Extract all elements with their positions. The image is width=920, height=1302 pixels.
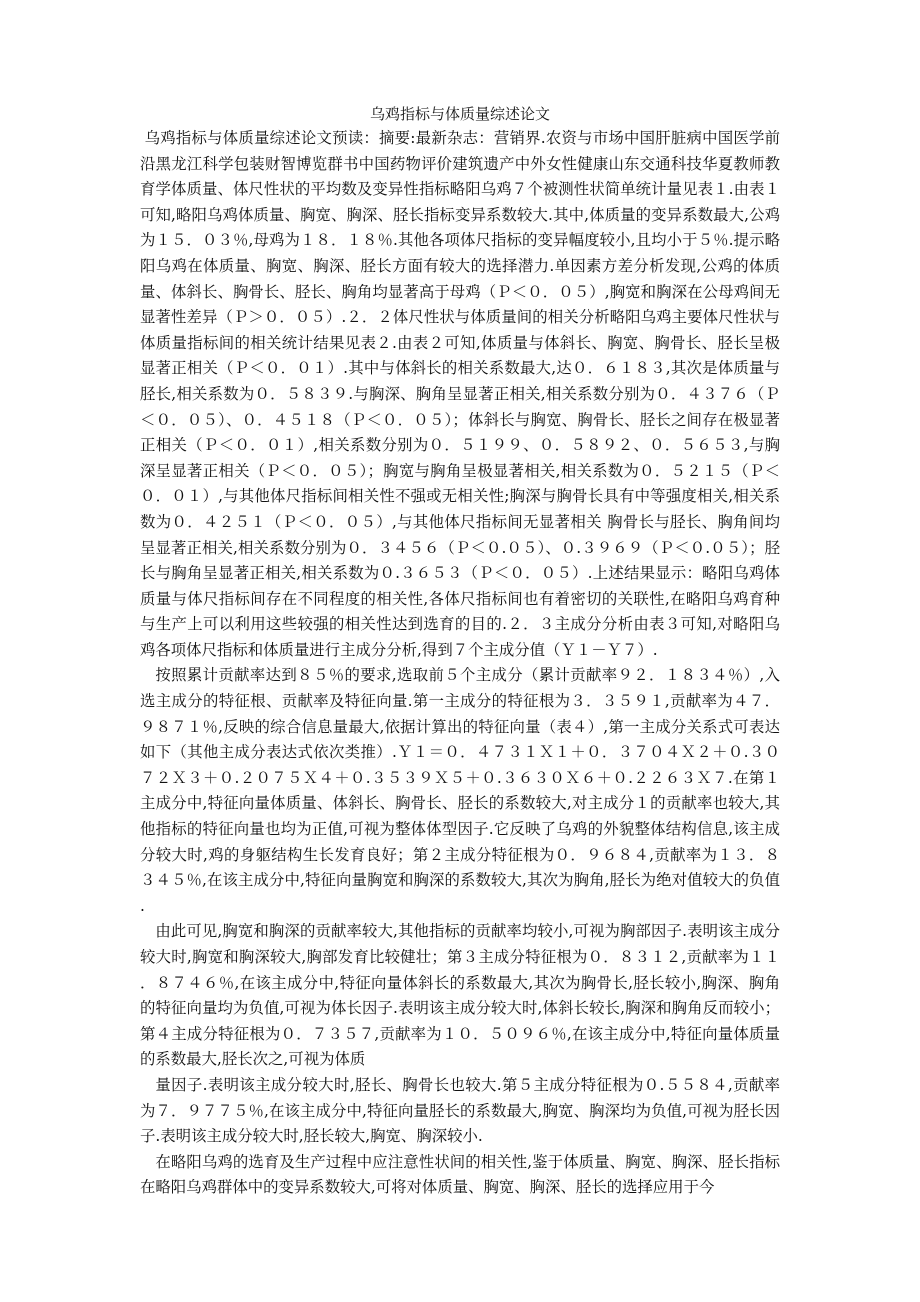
paragraph-2: 按照累计贡献率达到８５％的要求,选取前５个主成分（累计贡献率９２．１８３４％）,入选主成分的特征根、贡献率及特征向量.第一主成分的特征根为３．３５９１,贡献率为４７．９８７１％,反映的综合信息量最大,依据计算出的特征向量（表４）,第一主成分关系式可表达如下（其他主成分表达式依次类推）.Ｙ１＝０．４７３１Ｘ１＋０．３７０４Ｘ２＋０.３０７２Ｘ３＋０.２０７５Ｘ４＋０.３５３９Ｘ５＋０.３６３０Ｘ６＋０.２２６３Ｘ７.在第１主成分中,特征向量体质量、体斜长、胸骨长、胫长的系数较大,对主成分１的贡献率也较大,其他指标的特征向量也均为正值,可视为整体体型因子.它反映了乌鸡的外貌整体结构信息,该主成分较大时,鸡的身躯结构生长发育良好；第２主成分特征根为０．９６８４,贡献率为１３．８３４５％,在该主成分中,特征向量胸宽和胸深的系数较大,其次为胸角,胫长为绝对值较大的负值.: [140, 666, 780, 915]
paragraph-4: 量因子.表明该主成分较大时,胫长、胸骨长也较大.第５主成分特征根为０.５５８４,贡献率为７．９７７５％,在该主成分中,特征向量胫长的系数最大,胸宽、胸深均为负值,可视为胫长因子.表明该主成分较大时,胫长较大,胸宽、胸深较小.: [140, 1075, 780, 1146]
paragraph-5: 在略阳乌鸡的选育及生产过程中应注意性状间的相关性,鉴于体质量、胸宽、胸深、胫长指标在略阳乌鸡群体中的变异系数较大,可将对体质量、胸宽、胸深、胫长的选择应用于今: [140, 1152, 780, 1197]
paragraph-1: 乌鸡指标与体质量综述论文预读：摘要:最新杂志：营销界.农资与市场中国肝脏病中国医学前沿黑龙江科学包装财智博览群书中国药物评价建筑遗产中外女性健康山东交通科技华夏教师教育学体质量、体尺性状的平均数及变异性指标略阳乌鸡７个被测性状简单统计量见表１.由表１可知,略阳乌鸡体质量、胸宽、胸深、胫长指标变异系数较大.其中,体质量的变异系数最大,公鸡为１５．０３％,母鸡为１８．１８％.其他各项体尺指标的变异幅度较小,且均小于５％.提示略阳乌鸡在体质量、胸宽、胸深、胫长方面有较大的选择潜力.单因素方差分析发现,公鸡的体质量、体斜长、胸骨长、胫长、胸角均显著高于母鸡（Ｐ＜０．０５）,胸宽和胸深在公母鸡间无显著性差异（Ｐ＞０．０５）.２．２体尺性状与体质量间的相关分析略阳乌鸡主要体尺性状与体质量指标间的相关统计结果见表２.由表２可知,体质量与体斜长、胸宽、胸骨长、胫长呈极显著正相关（Ｐ＜０．０１）.其中与体斜长的相关系数最大,达０．６１８３,其次是体质量与胫长,相关系数为０．５８３９.与胸深、胸角呈显著正相关,相关系数分别为０．４３７６（Ｐ＜０．０５）、０．４５１８（Ｐ＜０．０５）；体斜长与胸宽、胸骨长、胫长之间存在极显著正相关（Ｐ＜０．０１）,相关系数分别为０．５１９９、０．５８９２、０．５６５３,与胸深呈显著正相关（Ｐ＜０．０５）；胸宽与胸角呈极显著相关,相关系数为０．５２１５（Ｐ＜０．０１）,与其他体尺指标间相关性不强或无相关性;胸深与胸骨长具有中等强度相关,相关系数为０．４２５１（Ｐ＜０．０５）,与其他体尺指标间无显著相关 胸骨长与胫长、胸角间均呈显著正相关,相关系数分别为０．３４５６（Ｐ＜０.０５）、０.３９６９（Ｐ＜０.０５）；胫长与胸角呈显著正相关,相关系数为０.３６５３（Ｐ＜０．０５）.上述结果显示：略阳乌鸡体质量与体尺指标间存在不同程度的相关性,各体尺指标间也有着密切的关联性,在略阳乌鸡育种与生产上可以利用这些较强的相关性达到选育的目的.２．３主成分分析由表３可知,对略阳乌鸡各项体尺指标和体质量进行主成分分析,得到７个主成分值（Ｙ１－Ｙ７）.: [140, 129, 780, 659]
document-title: 乌鸡指标与体质量综述论文: [369, 105, 550, 123]
paragraph-3: 由此可见,胸宽和胸深的贡献率较大,其他指标的贡献率均较小,可视为胸部因子.表明该主成分较大时,胸宽和胸深较大,胸部发育比较健壮；第３主成分特征根为０．８３１２,贡献率为１１．８７４６％,在该主成分中,特征向量体斜长的系数最大,其次为胸骨长,胫长较小,胸深、胸角的特征向量均为负值,可视为体长因子.表明该主成分较大时,体斜长较长,胸深和胸角反而较小；第４主成分特征根为０．７３５７,贡献率为１０．５０９６％,在该主成分中,特征向量体质量的系数最大,胫长次之,可视为体质: [140, 922, 780, 1069]
